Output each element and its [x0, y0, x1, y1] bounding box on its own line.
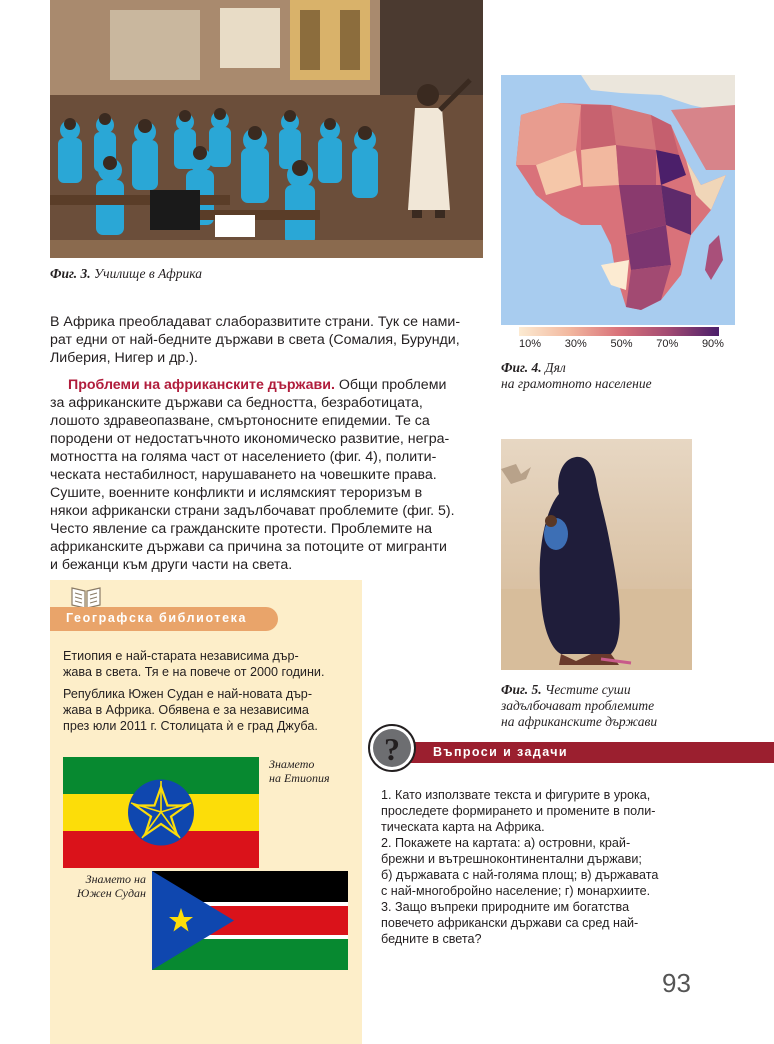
ethiopia-caption-line: на Етиопия	[269, 771, 330, 785]
questions-title: Въпроси и задачи	[433, 745, 568, 759]
intro-line: Либерия, Нигер и др.).	[50, 350, 198, 366]
problems-line: мотността на голяма част от населението (фиг. 4), полити-	[50, 449, 437, 465]
library-para2	[63, 686, 348, 734]
question-mark-icon	[367, 722, 417, 779]
fig4-caption-label: Фиг. 4.	[501, 360, 542, 375]
library-para1	[63, 648, 348, 680]
africa-literacy-map	[501, 75, 735, 325]
problems-line1-rest: Общи проблеми	[334, 377, 447, 393]
library-line: Република Южен Судан е най-новата дър-	[63, 687, 313, 701]
legend-tick: 10%	[519, 338, 542, 350]
problems-line: за африканските държави са бедността, безработицата,	[50, 395, 423, 411]
library-title: Географска библиотека	[66, 611, 248, 625]
problems-line: и бежанци към други части на света.	[50, 557, 293, 573]
fig3-caption-label: Фиг. 3.	[50, 266, 91, 281]
ethiopia-caption-line: Знамето	[269, 757, 315, 771]
legend-tick: 30%	[564, 338, 587, 350]
svg-text:?: ?	[384, 731, 400, 767]
fig4-caption-line1: Дял	[545, 360, 566, 375]
south-sudan-flag-caption	[56, 872, 146, 900]
fig5-caption-label: Фиг. 5.	[501, 682, 542, 697]
intro-line: В Африка преобладават слаборазвитите страни. Тук се нами-	[50, 314, 461, 330]
problems-paragraph	[50, 376, 483, 574]
legend-tick: 90%	[701, 338, 724, 350]
library-line: жава в Африка. Обявена е за независима	[63, 703, 309, 717]
fig3-school-photo	[50, 0, 483, 258]
fig4-literacy-map	[501, 75, 735, 325]
fig5-caption-line3: на африканските държави	[501, 714, 658, 729]
fig5-drought-photo	[501, 439, 692, 670]
legend-tick: 70%	[656, 338, 679, 350]
problems-line: Сушите, военните конфликти и ислямският тероризъм в	[50, 485, 423, 501]
intro-paragraph	[50, 313, 483, 367]
south-sudan-caption-line: Знамето на	[85, 872, 146, 886]
problems-line: ческата нестабилност, нарушаването на човешките права.	[50, 467, 437, 483]
problems-line: Често явление са гражданските протести. Проблемите на	[50, 521, 433, 537]
library-line: жава в света. Тя е на повече от 2000 години.	[63, 665, 325, 679]
fig5-caption-line2: задълбочават проблемите	[501, 698, 655, 713]
page-number: 93	[662, 968, 691, 998]
library-line: Етиопия е най-старата независима дър-	[63, 649, 299, 663]
legend-tick: 50%	[610, 338, 633, 350]
ethiopia-flag-caption	[269, 757, 330, 785]
ethiopia-flag	[63, 757, 259, 873]
classroom-illustration	[50, 0, 483, 258]
fig5-caption-line1: Честите суши	[545, 682, 631, 697]
fig3-caption	[50, 266, 202, 282]
fig3-caption-text: Училище в Африка	[94, 266, 202, 281]
library-line: през юли 2011 г. Столицата ѝ е град Джуба.	[63, 719, 318, 733]
problems-line: някои африкански страни задълбочават проблемите (фиг. 5).	[50, 503, 455, 519]
drought-illustration	[501, 439, 692, 670]
map-legend-colorbar	[519, 327, 719, 336]
questions-body: 1. Като използвате текста и фигурите в урока, проследете формирането и промените в поли- тическата карта на Африка. 2. Покажете на картата: а) островни, край- брежни и вътрешноконтинентални държави; б) държавата с най-голяма площ; в) държавата с най-многобройно население; г) монархиите. 3. Защо въпреки природните им богатства повечето африкански държави са сред най- бедните в света?	[381, 788, 659, 946]
problems-heading: Проблеми на африканските държави.	[68, 377, 335, 393]
problems-line: африканските държави са причина за потоците от мигранти	[50, 539, 447, 555]
fig5-caption	[501, 682, 657, 730]
problems-first-line	[50, 376, 483, 394]
problems-line: лошото здравеопазване, смъртоносните епидемии. Те са	[50, 413, 430, 429]
questions-text	[381, 787, 691, 947]
fig4-caption-line2: на грамотното население	[501, 376, 652, 391]
problems-line: породени от недостатъчното икономическо развитие, негра-	[50, 431, 450, 447]
map-legend-ticks	[519, 338, 724, 350]
south-sudan-flag	[152, 871, 348, 975]
fig4-caption	[501, 360, 652, 392]
south-sudan-caption-line: Южен Судан	[76, 886, 146, 900]
intro-line: рат едни от най-бедните държави в света (Сомалия, Бурунди,	[50, 332, 460, 348]
